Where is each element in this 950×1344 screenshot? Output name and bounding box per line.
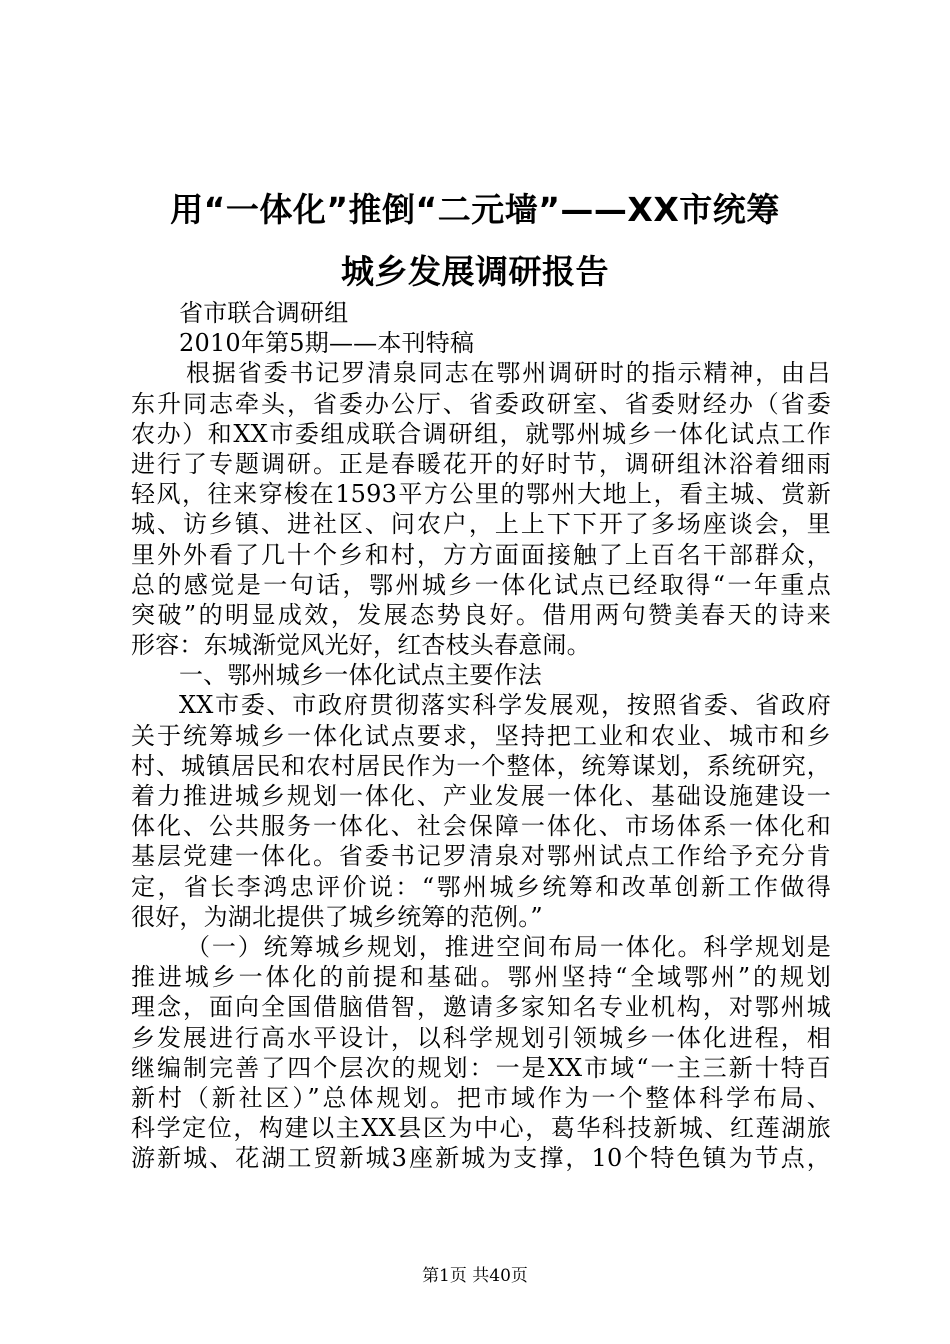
body-line: 省市联合调研组 [179, 299, 349, 327]
body-line: 继编制完善了四个层次的规划：一是XX市域“一主三新十特百 [131, 1053, 831, 1082]
document-body [131, 298, 831, 1173]
body-line: XX市委、市政府贯彻落实科学发展观，按照省委、省政府 [179, 691, 831, 720]
body-line: 着力推进城乡规划一体化、产业发展一体化、基础设施建设一 [131, 782, 831, 810]
body-line: 基层党建一体化。省委书记罗清泉对鄂州试点工作给予充分肯 [131, 842, 831, 871]
body-line: 形容：东城渐觉风光好，红杏枝头春意闹。 [131, 631, 591, 660]
body-line: 新村（新社区）”总体规划。把市域作为一个整体科学布局、 [131, 1083, 831, 1112]
body-line: 理念，面向全国借脑借智，邀请多家知名专业机构，对鄂州城 [131, 993, 831, 1022]
body-line: 农办）和XX市委组成联合调研组，就鄂州城乡一体化试点工作 [131, 419, 831, 448]
body-line: 突破”的明显成效，发展态势良好。借用两句赞美春天的诗来 [131, 600, 831, 629]
body-line: 东升同志牵头，省委办公厅、省委政研室、省委财经办（省委 [131, 389, 831, 418]
body-line: 里外外看了几十个乡和村，方方面面接触了上百名干部群众， [131, 540, 831, 569]
page-footer: 第1页 共40页 [422, 1266, 528, 1286]
body-line: 进行了专题调研。正是春暖花开的好时节，调研组沐浴着细雨 [131, 449, 831, 478]
body-line: 一、鄂州城乡一体化试点主要作法 [179, 661, 542, 690]
body-line: 关于统筹城乡一体化试点要求，坚持把工业和农业、城市和乡 [131, 721, 831, 750]
body-line: 推进城乡一体化的前提和基础。鄂州坚持“全域鄂州”的规划 [131, 963, 831, 992]
body-line: 很好，为湖北提供了城乡统筹的范例。” [131, 902, 543, 931]
body-line: 乡发展进行高水平设计，以科学规划引领城乡一体化进程，相 [131, 1023, 831, 1052]
body-line: 根据省委书记罗清泉同志在鄂州调研时的指示精神，由吕 [186, 359, 831, 388]
document-title-line-2: 城乡发展调研报告 [341, 252, 609, 291]
body-line: 轻风，往来穿梭在1593平方公里的鄂州大地上，看主城、赏新 [131, 480, 831, 509]
body-line: 村、城镇居民和农村居民作为一个整体，统筹谋划，系统研究， [131, 751, 831, 780]
body-line: 总的感觉是一句话，鄂州城乡一体化试点已经取得“一年重点 [131, 570, 831, 599]
document-title-line-1: 用“一体化”推倒“二元墙”——XX市统筹 [170, 190, 780, 229]
body-line: 体化、公共服务一体化、社会保障一体化、市场体系一体化和 [131, 812, 831, 841]
body-line: 城、访乡镇、进社区、问农户，上上下下开了多场座谈会，里 [131, 510, 831, 539]
body-line: 定，省长李鸿忠评价说：“鄂州城乡统筹和改革创新工作做得 [131, 872, 831, 901]
body-line: 科学定位，构建以主XX县区为中心，葛华科技新城、红莲湖旅 [131, 1114, 831, 1143]
body-line: 游新城、花湖工贸新城3座新城为支撑，10个特色镇为节点， [131, 1144, 831, 1173]
body-line: （一）统筹城乡规划，推进空间布局一体化。科学规划是 [186, 932, 831, 961]
body-line: 2010年第5期——本刊特稿 [179, 329, 475, 358]
